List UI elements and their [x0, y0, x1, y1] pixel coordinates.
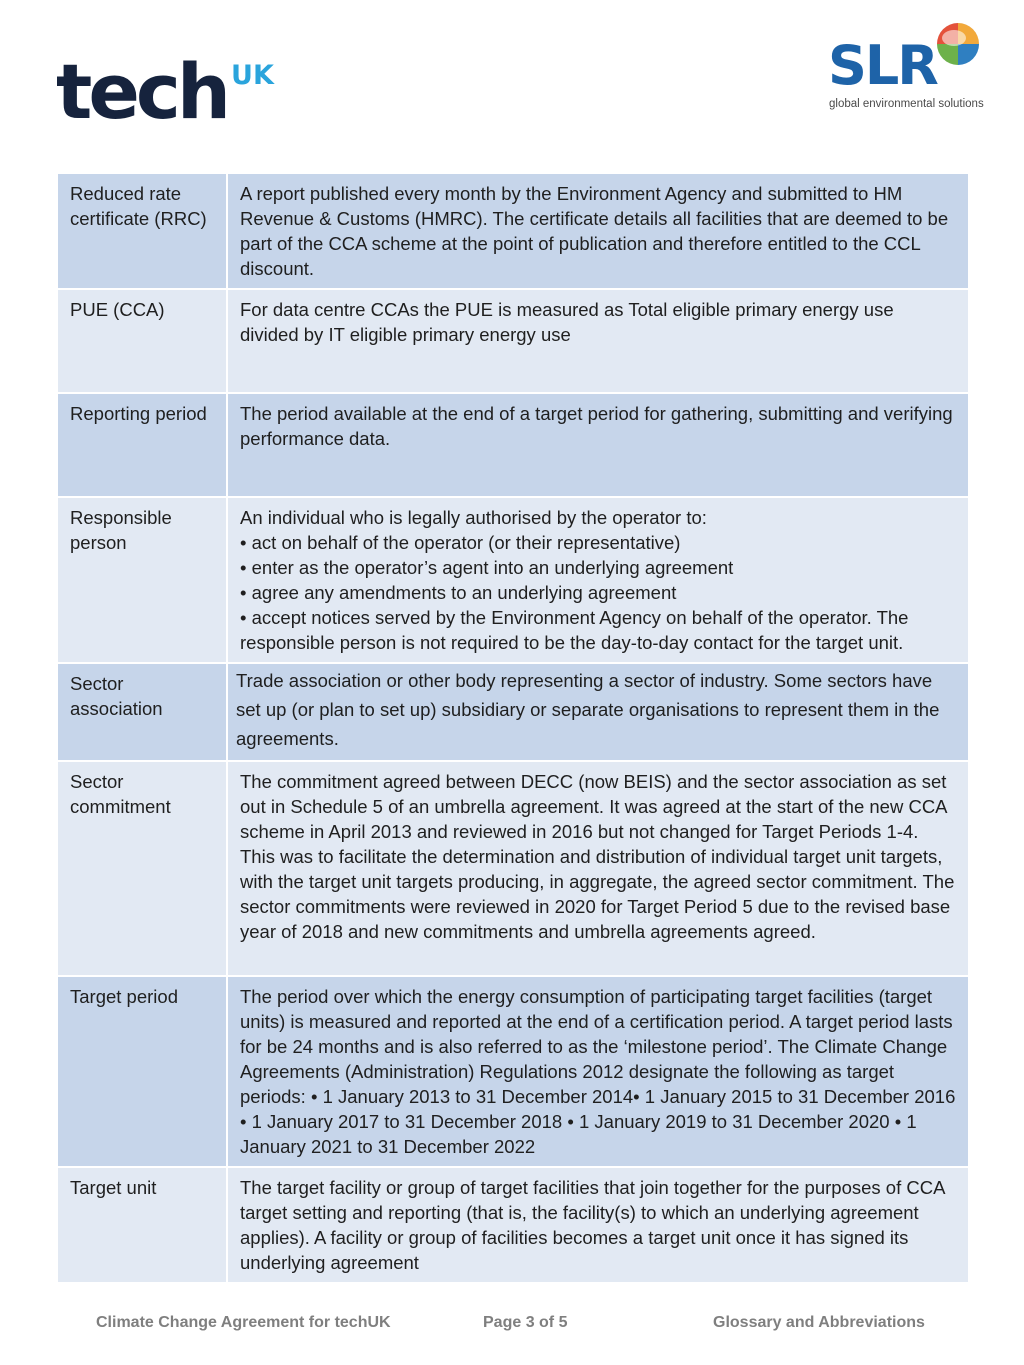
- table-row: [57, 1167, 969, 1283]
- table-row: [57, 393, 969, 497]
- glossary-definition: Trade association or other body representing a sector of industry. Some sectors have set up (or plan to set up) subsidiary or separate organisations to represent them in the agreements.: [227, 663, 969, 761]
- glossary-table: [56, 172, 970, 1284]
- glossary-definition: For data centre CCAs the PUE is measured as Total eligible primary energy use divided by IT eligible primary energy use: [227, 289, 969, 393]
- slr-logo-word: SLR: [828, 34, 937, 97]
- footer-page-number: Page 3 of 5: [483, 1314, 568, 1331]
- glossary-term: Target period: [57, 976, 227, 1167]
- glossary-definition: [227, 497, 969, 663]
- table-row: [57, 761, 969, 976]
- glossary-definition: The target facility or group of target facilities that join together for the purposes of CCA target setting and reporting (that is, the facility(s) to which an underlying agreement applies). A facility or group of facilities becomes a target unit once it has signed its underlying agreement: [227, 1167, 969, 1283]
- glossary-definition: The period over which the energy consumption of participating target facilities (target units) is measured and reported at the end of a certification period. A target period lasts for be 24 months and is also referred to as the ‘milestone period’. The Climate Change Agreements (Administration) Regulations 2012 designate the following as target periods: • 1 January 2013 to 31 December 2014• 1 January 2015 to 31 December 2016 • 1 January 2017 to 31 December 2018 • 1 January 2019 to 31 December 2020 • 1 January 2021 to 31 December 2022: [227, 976, 969, 1167]
- glossary-term: Reduced rate certificate (RRC): [57, 173, 227, 289]
- globe-icon: [934, 20, 982, 68]
- definition-intro: An individual who is legally authorised by the operator to:: [240, 507, 707, 528]
- techuk-logo-word: tech: [56, 47, 228, 136]
- table-row: [57, 289, 969, 393]
- techuk-logo: [56, 47, 274, 136]
- glossary-term: Sector association: [57, 663, 227, 761]
- table-row: [57, 976, 969, 1167]
- list-item: • enter as the operator’s agent into an underlying agreement: [240, 555, 956, 580]
- glossary-term: Reporting period: [57, 393, 227, 497]
- table-row: [57, 173, 969, 289]
- glossary-definition: The commitment agreed between DECC (now BEIS) and the sector association as set out in Schedule 5 of an umbrella agreement. It was agreed at the start of the new CCA scheme in April 2013 and reviewed in 2016 but not changed for Target Periods 1-4. This was to facilitate the determination and distribution of individual target unit targets, with the target unit targets producing, in aggregate, the agreed sector commitment. The sector commitments were reviewed in 2020 for Target Period 5 due to the revised base year of 2018 and new commitments and umbrella agreements agreed.: [227, 761, 969, 976]
- list-item: • agree any amendments to an underlying agreement: [240, 580, 956, 605]
- table-row: [57, 497, 969, 663]
- footer-section-title: Glossary and Abbreviations: [713, 1314, 925, 1331]
- page-header: [0, 0, 1024, 170]
- bullet-list: [240, 530, 956, 655]
- techuk-logo-superscript: UK: [231, 60, 274, 91]
- glossary-definition: A report published every month by the Environment Agency and submitted to HM Revenue & Customs (HMRC). The certificate details all facilities that are deemed to be part of the CCA scheme at the point of publication and therefore entitled to the CCL discount.: [227, 173, 969, 289]
- glossary-term: Target unit: [57, 1167, 227, 1283]
- table-row: [57, 663, 969, 761]
- list-item: • act on behalf of the operator (or their representative): [240, 530, 956, 555]
- glossary-term: Sector commitment: [57, 761, 227, 976]
- slr-logo: [828, 22, 988, 117]
- glossary-term: Responsible person: [57, 497, 227, 663]
- list-item: • accept notices served by the Environment Agency on behalf of the operator. The responsible person is not required to be the day-to-day contact for the target unit.: [240, 605, 956, 655]
- footer-document-title: Climate Change Agreement for techUK: [96, 1314, 391, 1331]
- slr-tagline: global environmental solutions: [829, 98, 984, 110]
- glossary-term: PUE (CCA): [57, 289, 227, 393]
- page-footer: [0, 1314, 1024, 1338]
- glossary-definition: The period available at the end of a target period for gathering, submitting and verifying performance data.: [227, 393, 969, 497]
